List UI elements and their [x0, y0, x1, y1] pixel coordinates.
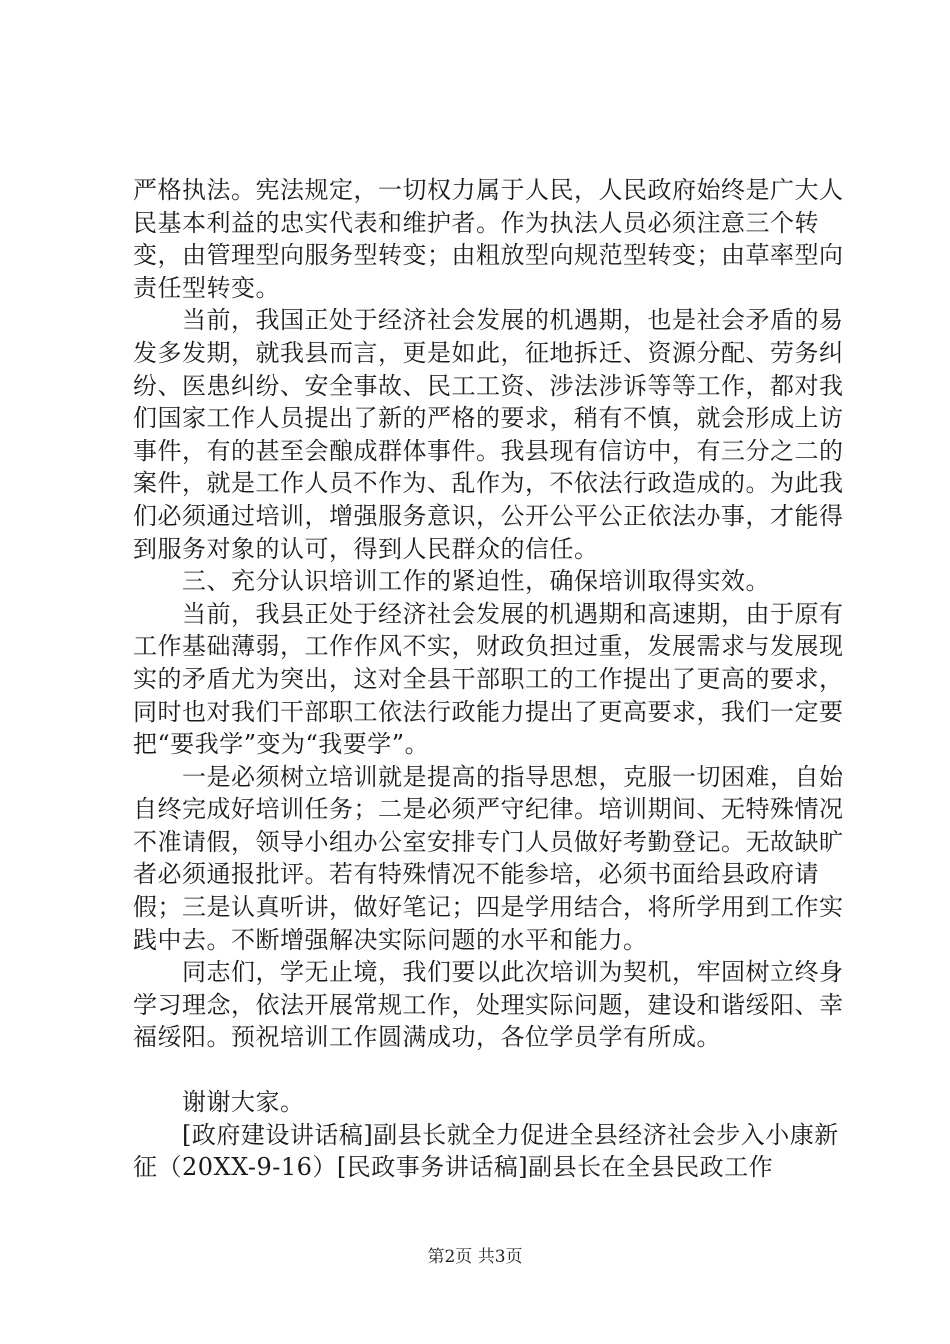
paragraph-thanks: 谢谢大家。	[133, 1088, 305, 1117]
paragraph-spacer	[133, 1054, 853, 1086]
paragraph-development-period: 当前，我县正处于经济社会发展的机遇期和高速期，由于原有工作基础薄弱，工作作风不实，财政负担过重，发展需求与发展现实的矛盾尤为突出，这对全县干部职工的工作提出了更高的要求，同时也对我们干部职工依法行政能力提出了更高要求，我们一定要把“要我学”变为“我要学”。	[133, 599, 844, 759]
page-footer: 第2页 共3页	[427, 1247, 523, 1267]
document-body	[133, 174, 853, 1184]
paragraph-training-requirements: 一是必须树立培训就是提高的指导思想，克服一切困难，自始自终完成好培训任务；二是必须严守纪律。培训期间、无特殊情况不准请假，领导小组办公室安排专门人员做好考勤登记。无故缺旷者必须通报批评。若有特殊情况不能参培，必须书面给县政府请假；三是认真听讲，做好笔记；四是学用结合，将所学用到工作实践中去。不断增强解决实际问题的水平和能力。	[133, 762, 844, 954]
paragraph-closing-remarks: 同志们，学无止境，我们要以此次培训为契机，牢固树立终身学习理念，依法开展常规工作，处理实际问题，建设和谐绥阳、幸福绥阳。预祝培训工作圆满成功，各位学员学有所成。	[133, 958, 844, 1052]
section-heading-three: 三、充分认识培训工作的紧迫性，确保培训取得实效。	[133, 567, 770, 596]
paragraph-related-links: [政府建设讲话稿]副县长就全力促进全县经济社会步入小康新征（20XX-9-16）[民政事务讲话稿]副县长在全县民政工作	[133, 1120, 839, 1182]
paragraph-current-situation: 当前，我国正处于经济社会发展的机遇期，也是社会矛盾的易发多发期，就我县而言，更是如此，征地拆迁、资源分配、劳务纠纷、医患纠纷、安全事故、民工工资、涉法涉诉等等工作，都对我们国家工作人员提出了新的严格的要求，稍有不慎，就会形成上访事件，有的甚至会酿成群体事件。我县现有信访中，有三分之二的案件，就是工作人员不作为、乱作为，不依法行政造成的。为此我们必须通过培训，增强服务意识，公开公平公正依法办事，才能得到服务对象的认可，得到人民群众的信任。	[133, 306, 844, 563]
paragraph-law-enforcement: 严格执法。宪法规定，一切权力属于人民，人民政府始终是广大人民基本利益的忠实代表和维护者。作为执法人员必须注意三个转变，由管理型向服务型转变；由粗放型向规范型转变；由草率型向责任型转变。	[133, 176, 844, 302]
